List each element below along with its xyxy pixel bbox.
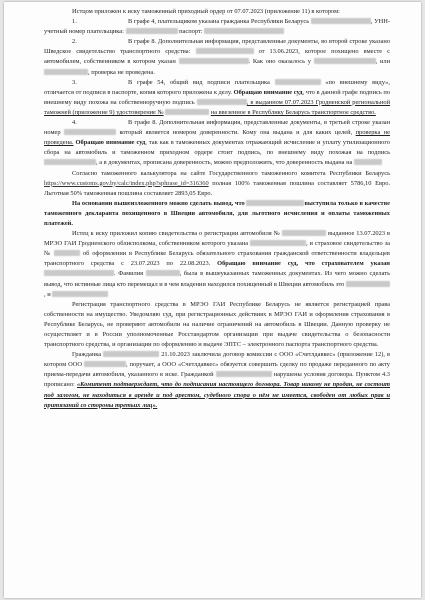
item3-emphasis: Обращаю внимание суд	[233, 88, 303, 96]
paragraph-item-1	[44, 17, 390, 37]
redacted-owner	[179, 58, 249, 64]
redacted-name	[197, 99, 247, 105]
redacted-name	[103, 351, 159, 357]
document-page	[4, 2, 421, 598]
conclusion-text-b: выступила только в качестве таможенного декларанта похищенного в Швеции автомобиля, для льготного исчисления и оплаты таможенных платежей.	[44, 199, 390, 227]
redacted-name	[44, 69, 88, 75]
item4-text-f: , а в документах, прописана доверенность, можно предположить, что доверенность выдана на	[96, 159, 353, 167]
calc-text-b: полная 100% таможенная пошлина составляет 5786,10 Евро. Льготная 50% таможенная пошлина составляет 2893,05 Евро.	[44, 179, 390, 197]
paragraph-conclusion	[44, 199, 390, 229]
redacted-name	[146, 270, 180, 276]
item2-text-d: , или	[375, 58, 390, 66]
redacted-name	[354, 159, 382, 165]
item2-text-c: . Как оно оказалось у	[248, 58, 311, 66]
redacted-name	[216, 371, 272, 377]
paragraph-item-3	[44, 78, 390, 118]
document-body	[44, 7, 390, 411]
item4-text-b: который является номером доверенности. Кому она выдана и для каких целей,	[119, 129, 353, 137]
item3-text-d: , что в данной графе подпись по внешнему виду похожа на собственноручную подпись	[44, 88, 390, 106]
redacted-name	[311, 18, 371, 24]
item1-text-b: , УНН-учетный номер плательщика:	[44, 18, 390, 36]
paragraph-intro	[44, 7, 390, 17]
conclusion-text: На основании вышеизложенного можно сделать вывод, что	[72, 199, 245, 207]
reg-emphasis: Обращаю внимание суд, что страхователем указан	[217, 260, 390, 268]
reg-text-d: об оформлении в Республике Беларусь обязательного страхования гражданской ответственности владельцев транспортного средства с 23.07.2023 по 22.08.2023.	[44, 250, 390, 268]
calc-text: Согласно таможенного калькулятора на сайте Государственного таможенного комитета Республики Беларусь	[72, 169, 390, 177]
item3-text-e: , в выданном 07.07.2023 Гродненской региональной таможней (приложение 9) удостоверение №	[44, 98, 390, 116]
item2-text-e: , проверка не проведена.	[88, 68, 155, 76]
paragraph-item-4	[44, 118, 390, 168]
item-number: 3.	[72, 78, 77, 86]
customs-calc-link[interactable]: https://www.customs.gov.by/calc/index.php?sphrase_id=316360	[44, 179, 209, 187]
redacted-name	[52, 291, 108, 297]
paragraph-item-2	[44, 37, 390, 77]
contract-quote: «Комитент подтверждает, что до подписания настоящего договора. Товар никому не продан, не состоит под залогом, не находиться в аренде и под арестом, судебного спора о нём не имеется, свободен от любых прав и притязаний со стороны третьих лиц».	[44, 381, 390, 409]
redacted-unn	[126, 28, 178, 34]
item3-text: В графе 54, общий вид подписи плательщика	[128, 78, 270, 86]
intro-text: Истцом приложен к иску таможенный приходный ордер от 07.07.2023 (приложение 11) в котором:	[72, 8, 340, 15]
reg-text: Истец к иску приложил копию свидетельства о регистрации автомобиля №	[72, 230, 281, 238]
redacted-name	[44, 270, 114, 276]
redacted-name	[275, 79, 321, 85]
item-number: 4.	[72, 119, 77, 127]
item3-text-b: «по внешнему виду», отличается от подписи в паспорте, копия которого приложена к делу.	[44, 78, 390, 96]
reg-text-c: , и страховое свидетельство за №	[44, 240, 391, 258]
redacted-passport	[204, 28, 284, 34]
redacted-name	[246, 200, 304, 206]
item4-text-c: проверка не проведена.	[44, 129, 390, 147]
item-number: 2.	[72, 38, 77, 46]
contract-text: Гражданка	[72, 351, 102, 359]
contract-text-b: 21.10.2023 заключила договор комиссии с ООО «Счетлдавкес» (приложение 12), в котором ООО	[44, 351, 390, 369]
item2-text-b: от 13.06.2023, которое похищено вместе с автомобилем, собственником в котором указан	[44, 48, 390, 66]
redacted-name	[250, 240, 306, 246]
redacted-cert	[196, 48, 254, 54]
redacted-number	[282, 230, 326, 236]
paragraph-calculator	[44, 169, 390, 199]
paragraph-mreo	[44, 300, 390, 350]
redacted-name	[314, 58, 376, 64]
redacted-name	[84, 361, 126, 367]
contract-text-c: , поручает, а ООО «Счетлдавкес» обязуется совершить сделку по продаже переданного по акту приема-передачи автомобиля, указанного в иске. Гражданкой	[44, 361, 390, 379]
item-number: 1.	[72, 18, 77, 26]
item4-text: В графе 8. Дополнительная информация, представленные документы, в третьей строке указан номер	[44, 119, 390, 137]
paragraph-registration	[44, 229, 390, 300]
mreo-text: Регистрация транспортного средства в МРЭО ГАИ Республике Беларусь не является регистрацией права собственности на имущество. Уведомляю суд, при регистрационных действиях в МРЭО ГАИ и оформления страхования в Республике Беларусь, не проверяют автомобили на наличие ограничений на автомобиль в Швеции. Данную проверку не осуществляет и в России уполномоченные Росстандартом организации при выдаче свидетельства о безопасности транспортного средства, и организации по оформлению и выдаче ЭПТС – электронного паспорта транспортного средства.	[44, 300, 390, 349]
item4-emphasis: Обращаю внимание суд	[75, 139, 146, 147]
reg-text-g: , была в вышеуказанных таможенных документах. Из чего можно сделать вывод, что истинные лица кто перемещал и в чем владении находился похищенный в Швеции автомобиль это	[44, 270, 390, 288]
item3-text-f: на ввезенное в Республику Беларусь транспортное средство.	[210, 108, 376, 116]
item1-text: В графе 4, плательщиком указана гражданка Республики Беларусь	[128, 18, 310, 26]
contract-text-d: нарушены условия договора. Пунктом 4.3 прописано:	[44, 371, 390, 389]
reg-text-h: , и	[44, 290, 51, 298]
reg-text-f: . Фамилия	[114, 270, 144, 278]
redacted-number	[64, 129, 116, 135]
redacted-name	[346, 281, 390, 287]
redacted-number	[54, 250, 80, 256]
redacted-name	[44, 159, 96, 165]
item4-text-e: , так как в таможенных документах отражающий исчисление и уплату утилизационного сбора на автомобиль и таможенном приходном ордере стоит подпись, по внешнему виду похожая на подпись	[44, 139, 390, 157]
reg-text-b: выданное 13.07.2023 в МРЭО ГАИ Гродненского облисполкома, собственником которого указана	[44, 230, 390, 248]
item1-text-c: паспорт:	[179, 28, 203, 36]
redacted-number	[165, 109, 209, 115]
item2-text: В графе 8. Дополнительная информация, представленные документы, во второй строке указано Шведское свидетельство транспортного средства:	[44, 38, 390, 56]
paragraph-contract	[44, 350, 390, 411]
